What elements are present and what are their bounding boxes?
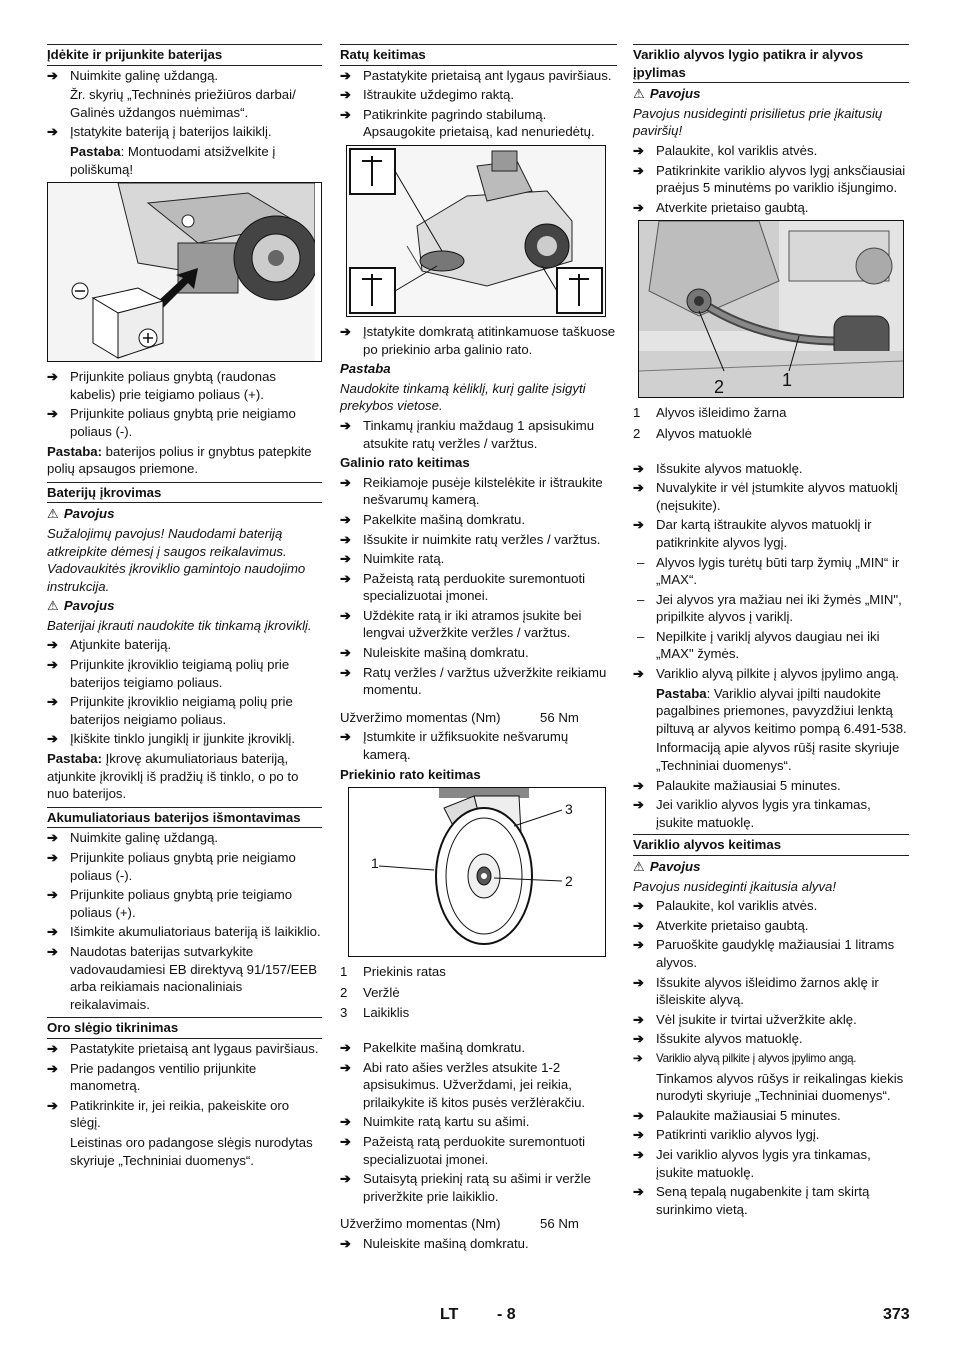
step: ➔ Uždėkite ratą ir iki atramos įsukite bei lengvai užveržkite veržles / varžtus. bbox=[340, 607, 582, 641]
step: ➔ Įstatykite bateriją į baterijos laikiklį. bbox=[47, 124, 272, 140]
arrow-right-icon: ➔ bbox=[340, 551, 352, 567]
arrow-right-icon: ➔ bbox=[340, 607, 352, 623]
column-left bbox=[47, 44, 322, 1171]
arrow-right-icon: ➔ bbox=[47, 943, 59, 959]
arrow-right-icon: ➔ bbox=[633, 162, 645, 178]
step: ➔ Reikiamoje pusėje kilstelėkite ir ištraukite nešvarumų kamerą. bbox=[340, 474, 603, 508]
arrow-right-icon: ➔ bbox=[340, 1114, 352, 1130]
step: ➔ Palaukite, kol variklis atvės. bbox=[633, 142, 818, 158]
warning-triangle-icon: ⚠ bbox=[633, 86, 645, 102]
step-detail: Tinkamos alyvos rūšys ir reikalingas kiekis nurodyti skyriuje „Techniniai duomenys“. bbox=[656, 1070, 904, 1104]
arrow-right-icon: ➔ bbox=[340, 474, 352, 490]
arrow-right-icon: ➔ bbox=[47, 830, 59, 846]
arrow-right-icon: ➔ bbox=[47, 1060, 59, 1076]
step: ➔ Tinkamų įrankiu maždaug 1 apsisukimu atsukite ratų veržles / varžtus. bbox=[340, 417, 595, 451]
subheading-front-wheel: Priekinio rato keitimas bbox=[340, 766, 481, 782]
arrow-right-icon: ➔ bbox=[47, 887, 59, 903]
arrow-right-icon: ➔ bbox=[340, 67, 352, 83]
torque-spec: Užveržimo momentas (Nm) 56 Nm bbox=[340, 709, 579, 725]
warning-triangle-icon: ⚠ bbox=[47, 506, 59, 522]
arrow-right-icon: ➔ bbox=[340, 511, 352, 527]
legend-item: 3 Laikiklis bbox=[340, 1005, 410, 1021]
step: ➔ Ištraukite uždegimo raktą. bbox=[340, 87, 514, 103]
page-number: 373 bbox=[883, 1306, 910, 1323]
step: ➔ Nuimkite ratą. bbox=[340, 551, 445, 567]
heading-oil-change: Variklio alyvos keitimas bbox=[633, 834, 909, 856]
battery-illustration-svg bbox=[48, 183, 315, 361]
step: ➔ Nuimkite ratą kartu su ašimi. bbox=[340, 1114, 530, 1130]
step: ➔ Paruoškite gaudyklę mažiausiai 1 litrams alyvos. bbox=[633, 937, 895, 970]
note-text: Naudokite tinkamą kėliklį, kurį galite įsigyti prekybos vietose. bbox=[340, 380, 586, 414]
step: ➔ Įstatykite domkratą atitinkamuose taškuose po priekinio arba galinio rato. bbox=[340, 323, 616, 357]
step: ➔ Seną tepalą nugabenkite į tam skirtą surinkimo vietą. bbox=[633, 1184, 870, 1217]
step: ➔ Dar kartą ištraukite alyvos matuoklį ir patikrinkite alyvos lygį. bbox=[633, 517, 872, 550]
step: ➔ Išsukite alyvos matuoklę. bbox=[633, 1031, 803, 1047]
arrow-right-icon: ➔ bbox=[340, 323, 352, 339]
arrow-right-icon: ➔ bbox=[340, 664, 352, 680]
step: ➔ Patikrinkite variklio alyvos lygį anksčiausiai praėjus 5 minutėms po variklio išjungimo. bbox=[633, 162, 906, 196]
step-detail: Leistinas oro padangose slėgis nurodytas skyriuje „Techniniai duomenys“. bbox=[70, 1134, 313, 1168]
step: ➔ Nuleiskite mašiną domkratu. bbox=[340, 1235, 529, 1251]
danger-text: Pavojus nusideginti prisilietus prie įkaitusių paviršių! bbox=[633, 105, 883, 139]
arrow-right-icon: ➔ bbox=[47, 694, 59, 710]
step: ➔ Nuimkite galinę uždangą. bbox=[47, 830, 219, 846]
arrow-right-icon: ➔ bbox=[340, 87, 352, 103]
arrow-right-icon: ➔ bbox=[340, 1040, 352, 1055]
step: ➔ Patikrinkite pagrindo stabilumą. Apsaugokite prietaisą, kad nenuriedėtų. bbox=[340, 106, 595, 140]
page-number-local: - 8 bbox=[497, 1306, 516, 1323]
callout-2: 2 bbox=[565, 873, 573, 890]
step: ➔ Ratų veržles / varžtus užveržkite reikiamu momentu. bbox=[340, 664, 607, 698]
step: ➔ Atverkite prietaiso gaubtą. bbox=[633, 917, 809, 933]
danger-label: ⚠ Pavojus bbox=[47, 506, 115, 522]
oil-dipstick-illustration bbox=[638, 220, 904, 398]
arrow-right-icon: ➔ bbox=[633, 1127, 645, 1143]
front-wheel-svg bbox=[349, 788, 605, 956]
arrow-right-icon: ➔ bbox=[340, 1171, 352, 1187]
arrow-right-icon: ➔ bbox=[47, 67, 59, 83]
step: ➔ Sutaisytą priekinį ratą su ašimi ir veržle priveržkite prie laikiklio. bbox=[340, 1171, 591, 1204]
step: ➔ Abi rato ašies veržles atsukite 1-2 apsisukimus. Užverždami, jei reikia, prilaikykite iš kitos pusės veržlėrakčiu. bbox=[340, 1059, 586, 1110]
arrow-right-icon: ➔ bbox=[633, 898, 645, 914]
arrow-right-icon: ➔ bbox=[47, 731, 59, 747]
arrow-right-icon: ➔ bbox=[47, 1040, 59, 1056]
danger-label: ⚠ Pavojus bbox=[633, 86, 701, 102]
danger-label: ⚠ Pavojus bbox=[47, 598, 115, 614]
language-code: LT bbox=[440, 1306, 459, 1323]
column-middle bbox=[340, 44, 617, 1255]
arrow-right-icon: ➔ bbox=[47, 924, 59, 940]
arrow-right-icon: ➔ bbox=[340, 531, 352, 547]
arrow-right-icon: ➔ bbox=[340, 106, 352, 122]
arrow-right-icon: ➔ bbox=[633, 937, 645, 953]
step: ➔ Įstumkite ir užfiksuokite nešvarumų kamerą. bbox=[340, 729, 569, 763]
step: ➔ Išsukite ir nuimkite ratų veržles / varžtus. bbox=[340, 531, 601, 547]
heading-battery-charging: Baterijų įkrovimas bbox=[47, 482, 322, 504]
step: ➔ Prijunkite įkroviklio teigiamą polių prie baterijos teigiamo poliaus. bbox=[47, 657, 290, 690]
step: ➔ Prijunkite įkroviklio neigiamą polių prie baterijos neigiamo poliaus. bbox=[47, 694, 293, 727]
legend-item: 1 Alyvos išleidimo žarna bbox=[633, 405, 787, 421]
step: ➔ Variklio alyvą pilkite į alyvos įpylimo angą. bbox=[633, 666, 900, 682]
arrow-right-icon: ➔ bbox=[340, 570, 352, 586]
arrow-right-icon: ➔ bbox=[633, 1146, 645, 1162]
arrow-right-icon: ➔ bbox=[633, 974, 645, 990]
arrow-right-icon: ➔ bbox=[47, 657, 59, 673]
battery-install-illustration bbox=[47, 182, 322, 362]
front-wheel-illustration bbox=[348, 787, 606, 957]
arrow-right-icon: ➔ bbox=[633, 517, 645, 533]
step: ➔ Palaukite, kol variklis atvės. bbox=[633, 898, 818, 914]
danger-text: Pavojus nusideginti įkaitusia alyva! bbox=[633, 878, 837, 894]
arrow-right-icon: ➔ bbox=[47, 637, 59, 653]
arrow-right-icon: ➔ bbox=[633, 1107, 645, 1123]
arrow-right-icon: ➔ bbox=[633, 460, 645, 476]
torque-spec: Užveržimo momentas (Nm) 56 Nm bbox=[340, 1216, 579, 1232]
callout-1: 1 bbox=[782, 370, 793, 391]
oil-note: Pastaba: Variklio alyvai įpilti naudokite pagalbines priemones, pavyzdžiui lenktą piltuvą ar alyvos keitimo pompą 6.491-538. bbox=[656, 685, 907, 736]
arrow-right-icon: ➔ bbox=[633, 1184, 645, 1200]
step: ➔ Jei variklio alyvos lygis yra tinkamas, įsukite matuoklę. bbox=[633, 1146, 871, 1180]
arrow-right-icon: ➔ bbox=[633, 199, 645, 215]
step: ➔ Išimkite akumuliatoriaus bateriją iš laikiklio. bbox=[47, 924, 321, 940]
danger-text: Sužalojimų pavojus! Naudodami bateriją atkreipkite dėmesį į saugos reikalavimus. Vadovaukitės įkroviklio gamintojo naudojimo instrukcija. bbox=[47, 525, 306, 594]
bullet-item: – Alyvos lygis turėtų būti tarp žymių „MIN“ ir „MAX“. bbox=[637, 554, 900, 588]
step: ➔ Prijunkite poliaus gnybtą prie teigiamo poliaus (+). bbox=[47, 887, 293, 920]
arrow-right-icon: ➔ bbox=[340, 1059, 352, 1075]
arrow-right-icon: ➔ bbox=[47, 1097, 59, 1113]
step-detail: Žr. skyrių „Techninės priežiūros darbai/ Galinės uždangos nuėmimas“. bbox=[70, 87, 296, 120]
oil-info: Informaciją apie alyvos rūšį rasite skyriuje „Techniniai duomenys“. bbox=[656, 740, 900, 774]
legend-item: 2 Veržlė bbox=[340, 984, 400, 1000]
step: ➔ Palaukite mažiausiai 5 minutes. bbox=[633, 777, 841, 793]
install-note: Pastaba: Montuodami atsižvelkite į poliškumą! bbox=[70, 143, 276, 177]
heading-air-pressure: Oro slėgio tikrinimas bbox=[47, 1017, 322, 1039]
legend-item: 1 Priekinis ratas bbox=[340, 964, 446, 980]
step: ➔ Nuimkite galinę uždangą. bbox=[47, 67, 219, 83]
arrow-right-icon: ➔ bbox=[340, 645, 352, 661]
danger-label: ⚠ Pavojus bbox=[633, 859, 701, 874]
column-right bbox=[633, 44, 909, 1220]
callout-1: 1 bbox=[371, 855, 379, 872]
arrow-right-icon: ➔ bbox=[633, 480, 645, 496]
install-note-2: Pastaba: baterijos polius ir gnybtus patepkite polių apsaugos priemone. bbox=[47, 443, 312, 477]
warning-triangle-icon: ⚠ bbox=[633, 859, 645, 874]
arrow-right-icon: ➔ bbox=[633, 777, 645, 793]
heading-battery-removal: Akumuliatoriaus baterijos išmontavimas bbox=[47, 807, 322, 829]
bullet-item: – Nepilkite į variklį alyvos daugiau nei iki „MAX" žymės. bbox=[637, 628, 880, 662]
arrow-right-icon: ➔ bbox=[47, 124, 59, 140]
step: ➔ Pažeistą ratą perduokite suremontuoti specializuotai įmonei. bbox=[340, 570, 586, 604]
step: ➔ Palaukite mažiausiai 5 minutes. bbox=[633, 1107, 841, 1123]
charge-note: Pastaba: Įkrovę akumuliatoriaus bateriją, atjunkite įkroviklį iš pradžių iš tinklo, o po to nuo baterijos. bbox=[47, 751, 299, 802]
step: ➔ Įkiškite tinklo jungiklį ir įjunkite įkroviklį. bbox=[47, 731, 295, 747]
arrow-right-icon: ➔ bbox=[633, 1011, 645, 1027]
bullet-item: – Jei alyvos yra mažiau nei iki žymės „MIN", pripilkite alyvos į variklį. bbox=[637, 591, 902, 625]
arrow-right-icon: ➔ bbox=[633, 142, 645, 158]
arrow-right-icon: ➔ bbox=[340, 417, 352, 433]
note-label: Pastaba bbox=[340, 361, 391, 377]
step: ➔ Jei variklio alyvos lygis yra tinkamas, įsukite matuoklę. bbox=[633, 797, 871, 830]
callout-2: 2 bbox=[714, 377, 725, 398]
arrow-right-icon: ➔ bbox=[633, 1031, 645, 1047]
legend-item: 2 Alyvos matuoklė bbox=[633, 425, 753, 441]
jack-points-svg bbox=[347, 146, 605, 316]
step: ➔ Atverkite prietaiso gaubtą. bbox=[633, 199, 809, 215]
step: ➔ Pastatykite prietaisą ant lygaus paviršiaus. bbox=[47, 1040, 319, 1056]
step: ➔ Išsukite alyvos matuoklę. bbox=[633, 460, 803, 476]
subheading-rear-wheel: Galinio rato keitimas bbox=[340, 455, 470, 471]
heading-oil-level-check: Variklio alyvos lygio patikra ir alyvos įpylimas bbox=[633, 44, 909, 83]
arrow-right-icon: ➔ bbox=[633, 797, 645, 813]
heading-wheel-change: Ratų keitimas bbox=[340, 44, 617, 66]
arrow-right-icon: ➔ bbox=[47, 369, 59, 385]
oil-dipstick-svg bbox=[639, 221, 903, 397]
heading-install-battery: Įdėkite ir prijunkite baterijas bbox=[47, 44, 322, 66]
step: ➔ Naudotas baterijas sutvarkykite vadovaudamiesi EB direktyvą 91/157/EEB arba reikiamais nacionaliniais reikalavimais. bbox=[47, 943, 318, 1012]
callout-3: 3 bbox=[565, 801, 573, 818]
page-footer bbox=[0, 1306, 954, 1330]
step: ➔ Prijunkite poliaus gnybtą (raudonas kabelis) prie teigiamo poliaus (+). bbox=[47, 369, 276, 402]
step: ➔ Išsukite alyvos išleidimo žarnos aklę ir išleiskite alyvą. bbox=[633, 974, 879, 1008]
arrow-right-icon: ➔ bbox=[633, 917, 645, 933]
step: ➔ Pažeistą ratą perduokite suremontuoti specializuotai įmonei. bbox=[340, 1133, 586, 1167]
jack-points-illustration bbox=[346, 145, 606, 317]
step: ➔ Patikrinkite ir, jei reikia, pakeiskite oro slėgį. bbox=[47, 1097, 290, 1131]
arrow-right-icon: ➔ bbox=[633, 666, 645, 682]
arrow-right-icon: ➔ bbox=[633, 1051, 643, 1065]
danger-text: Baterijai įkrauti naudokite tik tinkamą įkroviklį. bbox=[47, 617, 312, 633]
step: ➔ Pakelkite mašiną domkratu. bbox=[340, 1040, 525, 1055]
arrow-right-icon: ➔ bbox=[47, 850, 59, 865]
step: ➔ Vėl įsukite ir tvirtai užveržkite aklę. bbox=[633, 1011, 857, 1027]
step: ➔ Variklio alyvą pilkite į alyvos įpylimo angą. bbox=[633, 1050, 909, 1068]
arrow-right-icon: ➔ bbox=[340, 1133, 352, 1149]
step: ➔ Nuleiskite mašiną domkratu. bbox=[340, 645, 529, 661]
step: ➔ Nuvalykite ir vėl įstumkite alyvos matuoklį (neįsukite). bbox=[633, 480, 898, 513]
step: ➔ Pakelkite mašiną domkratu. bbox=[340, 511, 525, 527]
step: ➔ Patikrinti variklio alyvos lygį. bbox=[633, 1127, 820, 1143]
arrow-right-icon: ➔ bbox=[47, 406, 59, 422]
step: ➔ Prie padangos ventilio prijunkite manometrą. bbox=[47, 1060, 257, 1094]
arrow-right-icon: ➔ bbox=[340, 729, 352, 745]
step: ➔ Prijunkite poliaus gnybtą prie neigiamo poliaus (-). bbox=[47, 406, 296, 439]
warning-triangle-icon: ⚠ bbox=[47, 598, 59, 614]
step: ➔ Prijunkite poliaus gnybtą prie neigiamo poliaus (-). bbox=[47, 850, 296, 883]
step: ➔ Atjunkite bateriją. bbox=[47, 637, 172, 653]
arrow-right-icon: ➔ bbox=[340, 1235, 352, 1251]
step: ➔ Pastatykite prietaisą ant lygaus paviršiaus. bbox=[340, 67, 612, 83]
